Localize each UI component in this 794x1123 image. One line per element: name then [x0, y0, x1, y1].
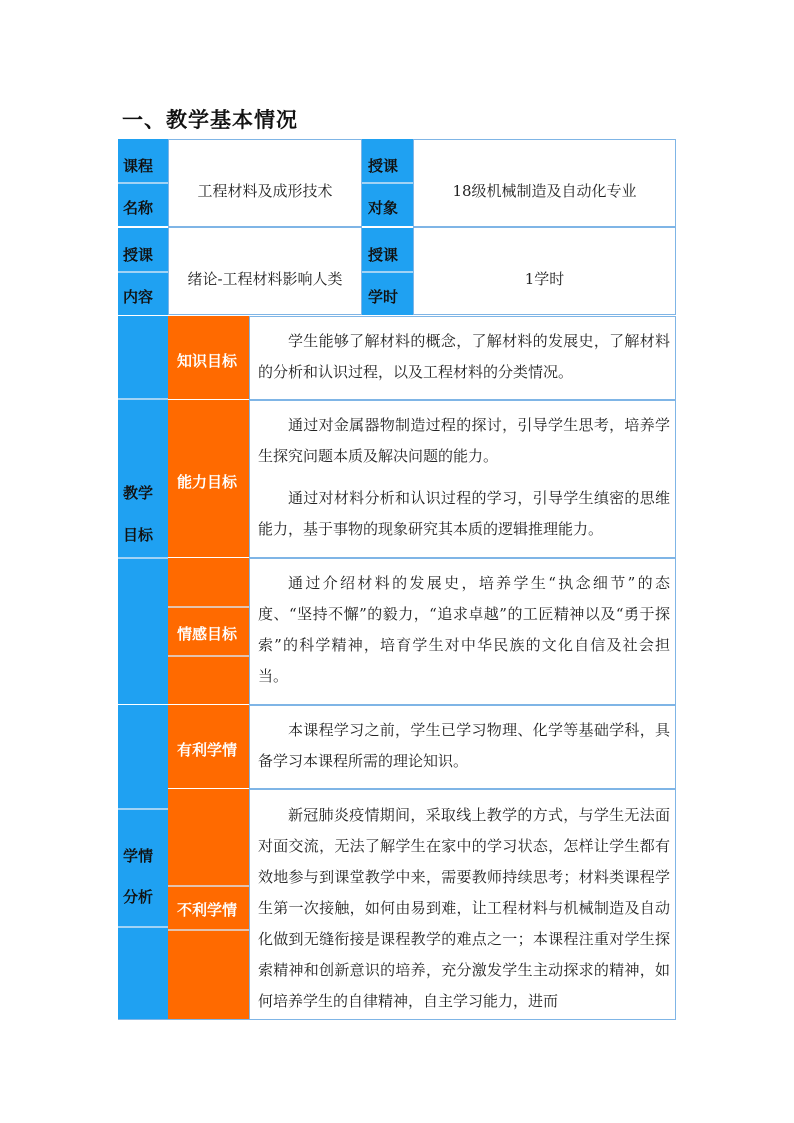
hours-label-1: 授课	[368, 246, 399, 264]
audience-label-1: 授课	[368, 157, 399, 175]
knowledge-goal-label: 知识目标	[177, 352, 238, 370]
table-bottom-border	[118, 1019, 676, 1020]
learning-analysis-label-2: 分析	[123, 888, 154, 906]
content-value: 绪论-工程材料影响人类	[187, 270, 343, 288]
hours-value: 1学时	[524, 270, 565, 288]
unfavorable-label: 不利学情	[177, 901, 238, 919]
ability-goal-text-1: 通过对金属器物制造过程的探讨，引导学生思考，培养学生探究问题本质及解决问题的能力。	[258, 416, 670, 465]
section-title: 一、教学基本情况	[122, 108, 298, 132]
knowledge-goal-text: 学生能够了解材料的概念，了解材料的发展史，了解材料的分析和认识过程，以及工程材料的分类情况。	[258, 332, 670, 381]
hours-label-2: 学时	[368, 288, 399, 306]
favorable-text: 本课程学习之前，学生已学习物理、化学等基础学科，具备学习本课程所需的理论知识。	[258, 721, 670, 770]
course-name-label-1: 课程	[123, 157, 154, 175]
ability-goal-text-2: 通过对材料分析和认识过程的学习，引导学生缜密的思维能力，基于事物的现象研究其本质的逻辑推理能力。	[258, 489, 670, 538]
audience-label-2: 对象	[368, 199, 399, 217]
teaching-goals-label-1: 教学	[123, 484, 154, 502]
course-name-value: 工程材料及成形技术	[197, 182, 333, 200]
audience-value: 18级机械制造及自动化专业	[452, 182, 637, 200]
emotion-goal-label: 情感目标	[177, 625, 238, 643]
content-label-1: 授课	[123, 246, 154, 264]
course-name-label-2: 名称	[123, 199, 154, 217]
ability-goal-label: 能力目标	[177, 473, 238, 491]
learning-analysis-label-1: 学情	[123, 847, 154, 865]
teaching-goals-label-2: 目标	[123, 526, 154, 544]
unfavorable-text: 新冠肺炎疫情期间，采取线上教学的方式，与学生无法面对面交流，无法了解学生在家中的学习状态，怎样让学生都有效地参与到课堂教学中来，需要教师持续思考；材料类课程学生第一次接触，如何由易到难，让工程材料与机械制造及自动化做到无缝衔接是课程教学的难点之一；本课程注重对学生探索精神和创新意识的培养，充分激发学生主动探求的精神，如何培养学生的自律精神，自主学习能力，进而	[258, 806, 670, 1010]
favorable-label: 有利学情	[177, 741, 238, 759]
emotion-goal-text: 通过介绍材料的发展史，培养学生“执念细节”的态度、“坚持不懈”的毅力，“追求卓越”的工匠精神以及“勇于探索”的科学精神，培育学生对中华民族的文化自信及社会担当。	[258, 574, 670, 685]
content-label-2: 内容	[123, 288, 154, 306]
teaching-goals-label-cell	[118, 316, 168, 704]
